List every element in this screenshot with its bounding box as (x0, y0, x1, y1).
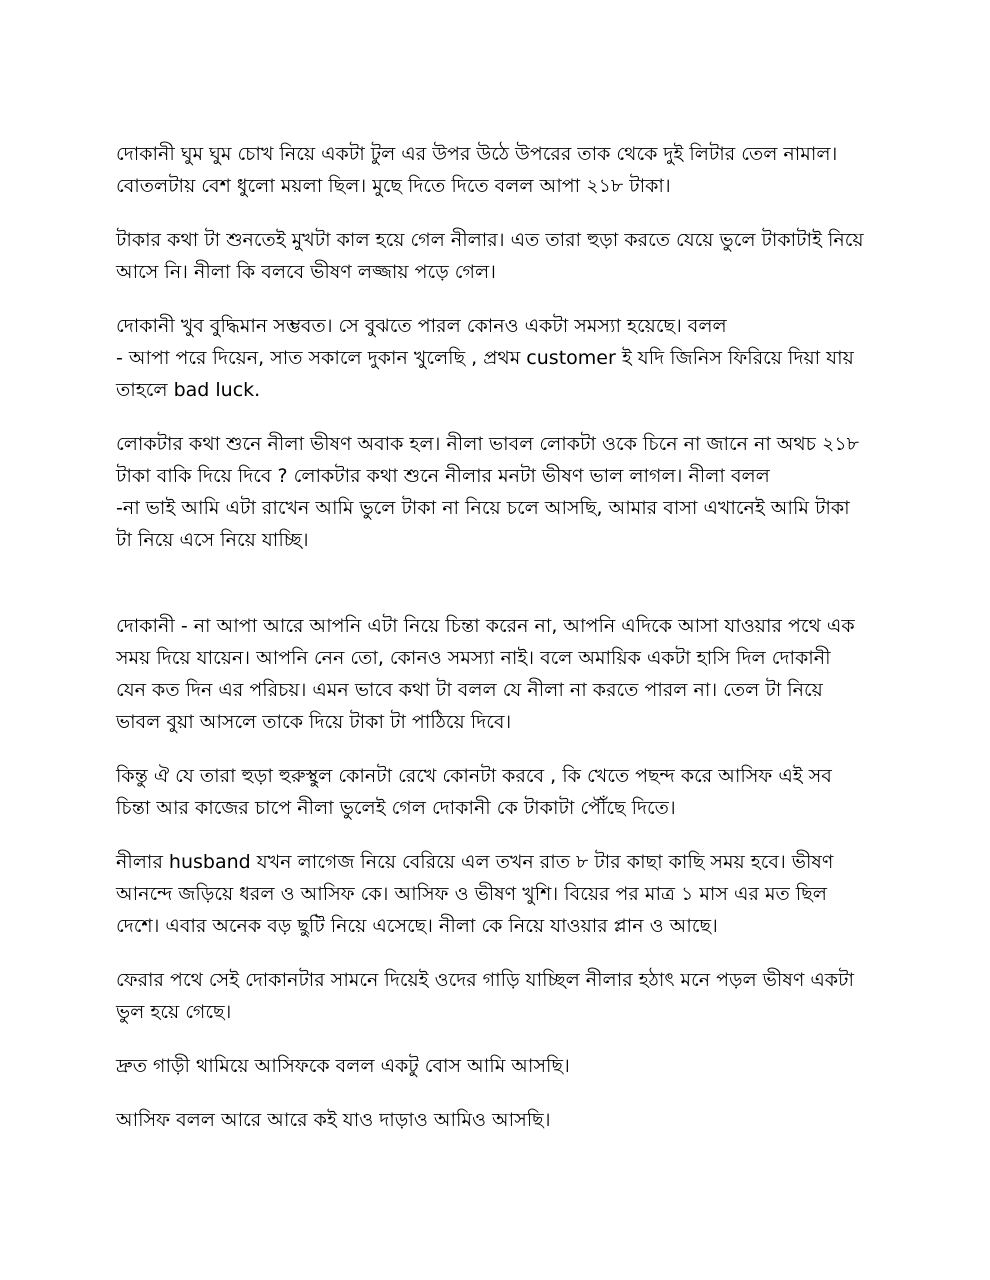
paragraph-2 (116, 224, 876, 288)
paragraph-3 (116, 310, 876, 406)
text-line: টা নিয়ে এসে নিয়ে যাচ্ছি। (116, 529, 309, 551)
text-line: আসে নি। নীলা কি বলবে ভীষণ লজ্জায় পড়ে গেল। (116, 261, 496, 283)
text-line: তাহলে bad luck. (116, 379, 261, 401)
text-line: ভুল হয়ে গেছে। (116, 1001, 232, 1023)
paragraph-6 (116, 760, 876, 824)
paragraph-7 (116, 846, 876, 942)
document-body (116, 138, 876, 1158)
text-line: দোকানী - না আপা আরে আপনি এটা নিয়ে চিন্তা করেন না, আপনি এদিকে আসা যাওয়ার পথে এক (116, 615, 855, 637)
text-line: যেন কত দিন এর পরিচয়। এমন ভাবে কথা টা বলল যে নীলা না করতে পারল না। তেল টা নিয়ে (116, 679, 823, 701)
text-line: টাকা বাকি দিয়ে দিবে ? লোকটার কথা শুনে নীলার মনটা ভীষণ ভাল লাগল। নীলা বলল (116, 465, 770, 487)
paragraph-4 (116, 428, 876, 556)
text-line: আনন্দে জড়িয়ে ধরল ও আসিফ কে। আসিফ ও ভীষণ খুশি। বিয়ের পর মাত্র ১ মাস এর মত ছিল (116, 883, 827, 905)
text-line: কিন্তু ঐ যে তারা হুড়া হুরুস্থুল কোনটা রেখে কোনটা করবে , কি খেতে পছন্দ করে আসিফ এই সব (116, 765, 832, 787)
text-line: নীলার husband যখন লাগেজ নিয়ে বেরিয়ে এল তখন রাত ৮ টার কাছা কাছি সময় হবে। ভীষণ (116, 851, 834, 873)
text-line: - আপা পরে দিয়েন, সাত সকালে দুকান খুলেছি , প্রথম customer ই যদি জিনিস ফিরিয়ে দিয়া যায় (116, 347, 854, 369)
paragraph-5 (116, 610, 876, 738)
text-line: আসিফ বলল আরে আরে কই যাও দাড়াও আমিও আসছি। (116, 1109, 551, 1131)
text-line: ফেরার পথে সেই দোকানটার সামনে দিয়েই ওদের গাড়ি যাচ্ছিল নীলার হঠাৎ মনে পড়ল ভীষণ একটা (116, 969, 854, 991)
text-line: লোকটার কথা শুনে নীলা ভীষণ অবাক হল। নীলা ভাবল লোকটা ওকে চিনে না জানে না অথচ ২১৮ (116, 433, 859, 455)
text-line: চিন্তা আর কাজের চাপে নীলা ভুলেই গেল দোকানী কে টাকাটা পৌঁছে দিতে। (116, 797, 676, 819)
paragraph-1 (116, 138, 876, 202)
text-line: দ্রুত গাড়ী থামিয়ে আসিফকে বলল একটু বোস আমি আসছি। (116, 1055, 570, 1077)
text-line: বোতলটায় বেশ ধুলো ময়লা ছিল। মুছে দিতে দিতে বলল আপা ২১৮ টাকা। (116, 175, 671, 197)
text-line: ভাবল বুয়া আসলে তাকে দিয়ে টাকা টা পাঠিয়ে দিবে। (116, 711, 512, 733)
paragraph-9 (116, 1050, 876, 1082)
text-line: দোকানী খুব বুদ্ধিমান সম্ভবত। সে বুঝতে পারল কোনও একটা সমস্যা হয়েছে। বলল (116, 315, 727, 337)
text-line: দেশে। এবার অনেক বড় ছুটি নিয়ে এসেছে। নীলা কে নিয়ে যাওয়ার প্লান ও আছে। (116, 915, 718, 937)
text-line: সময় দিয়ে যায়েন। আপনি নেন তো, কোনও সমস্যা নাই। বলে অমায়িক একটা হাসি দিল দোকানী (116, 647, 831, 669)
text-line: টাকার কথা টা শুনতেই মুখটা কাল হয়ে গেল নীলার। এত তারা হুড়া করতে যেয়ে ভুলে টাকাটাই নিয়ে (116, 229, 864, 251)
paragraph-10 (116, 1104, 876, 1136)
text-line: দোকানী ঘুম ঘুম চোখ নিয়ে একটা টুল এর উপর উঠে উপরের তাক থেকে দুই লিটার তেল নামাল। (116, 143, 838, 165)
text-line: -না ভাই আমি এটা রাখেন আমি ভুলে টাকা না নিয়ে চলে আসছি, আমার বাসা এখানেই আমি টাকা (116, 497, 850, 519)
paragraph-8 (116, 964, 876, 1028)
